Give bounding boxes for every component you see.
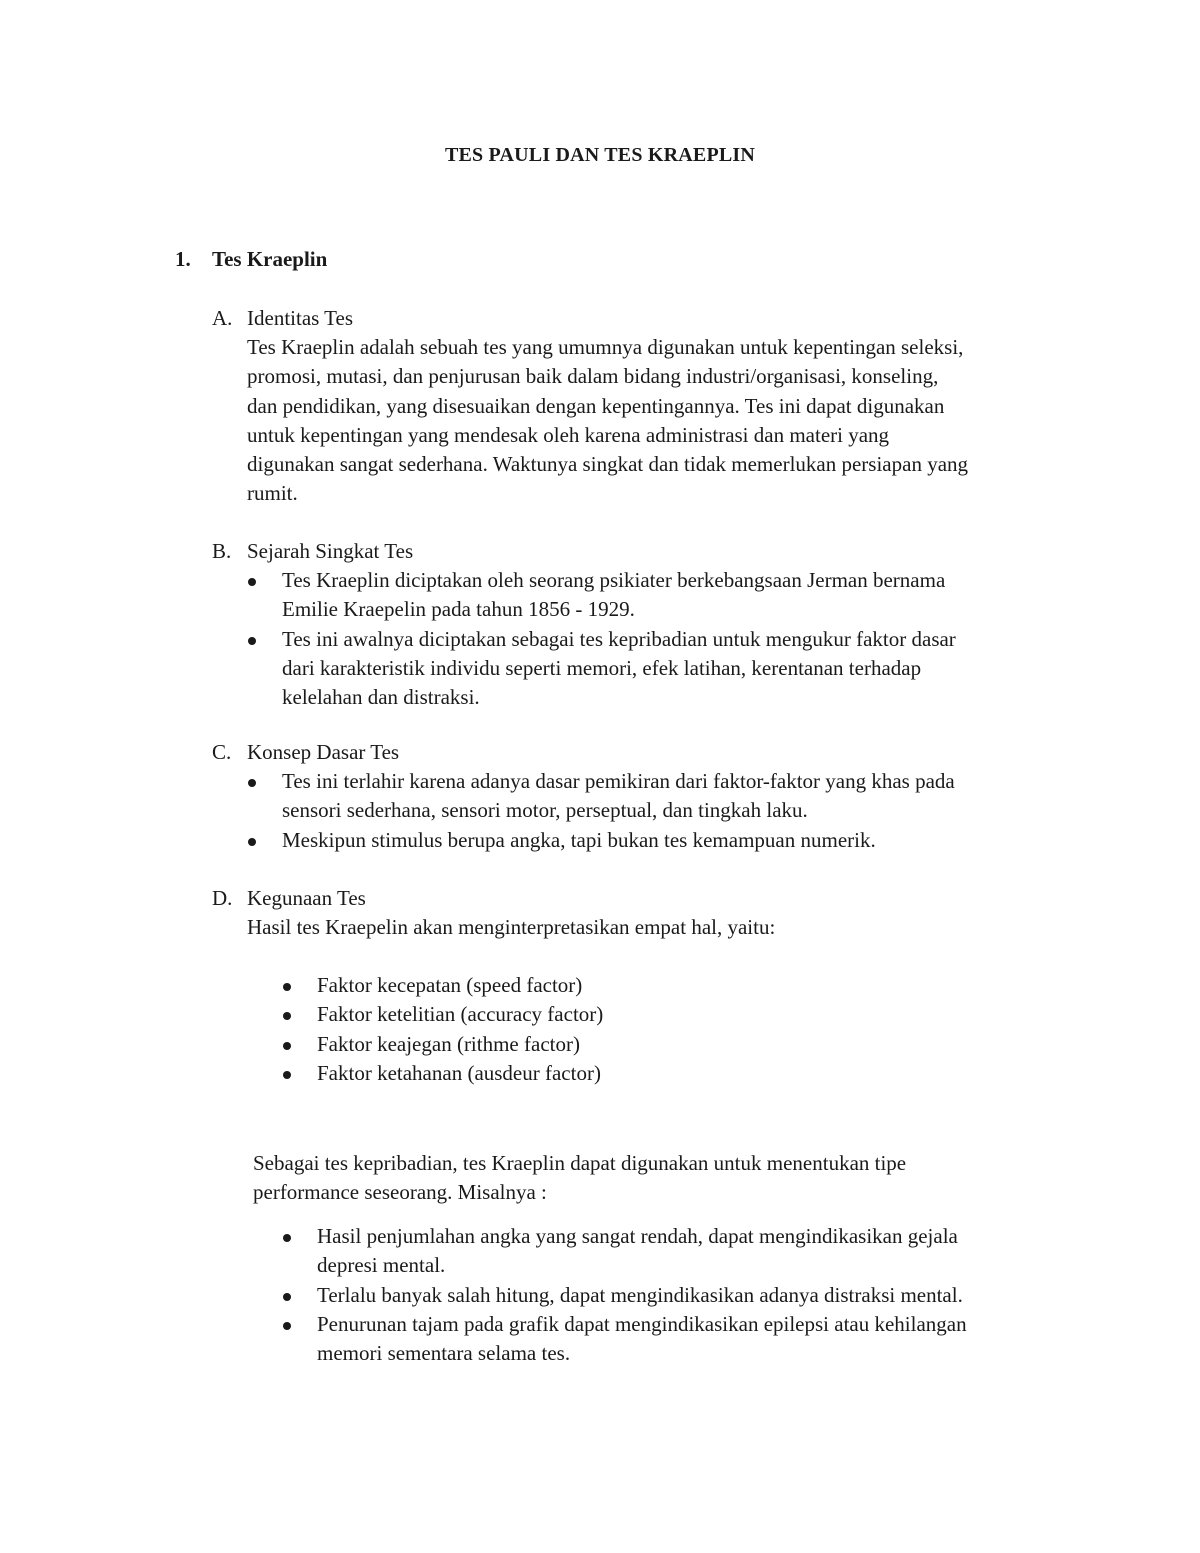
list-item-line: Tes Kraeplin diciptakan oleh seorang psikiater berkebangsaan Jerman bernama xyxy=(282,568,946,592)
list-item-line: Hasil penjumlahan angka yang sangat rendah, dapat mengindikasikan gejala xyxy=(317,1224,958,1248)
paragraph-line: Hasil tes Kraepelin akan menginterpretasikan empat hal, yaitu: xyxy=(247,915,776,939)
subsection-a-heading xyxy=(212,304,353,333)
list-item xyxy=(317,1000,603,1029)
subsection-c-heading xyxy=(212,738,399,767)
list-item xyxy=(317,1281,967,1310)
list-item-line: depresi mental. xyxy=(317,1253,446,1278)
list-item xyxy=(282,826,955,855)
list-item-line: Tes ini awalnya diciptakan sebagai tes kepribadian untuk mengukur faktor dasar xyxy=(282,626,956,651)
sejarah-bullet-list xyxy=(282,566,956,712)
list-item xyxy=(317,971,603,1000)
paragraph-line: promosi, mutasi, dan penjurusan baik dalam bidang industri/organisasi, konseling, xyxy=(247,364,939,389)
list-item-line: Faktor kecepatan (speed factor) xyxy=(317,973,583,997)
bullet-icon xyxy=(283,1071,291,1079)
bullet-icon xyxy=(283,1012,291,1020)
section-number: 1. xyxy=(175,247,191,271)
subsection-title: Identitas Tes xyxy=(247,306,354,330)
subsection-d-heading xyxy=(212,884,366,913)
kegunaan-intro xyxy=(247,913,1077,942)
bullet-icon xyxy=(283,1293,291,1301)
paragraph-line: Tes Kraeplin adalah sebuah tes yang umumnya digunakan untuk kepentingan seleksi, xyxy=(247,335,964,359)
identitas-paragraph xyxy=(247,333,1077,509)
bullet-icon xyxy=(248,779,256,787)
paragraph-line: dan pendidikan, yang disesuaikan dengan kepentingannya. Tes ini dapat digunakan xyxy=(247,393,945,418)
paragraph-line: digunakan sangat sederhana. Waktunya singkat dan tidak memerlukan persiapan yang xyxy=(247,452,969,477)
contoh-bullet-list xyxy=(317,1222,967,1368)
bullet-icon xyxy=(283,1234,291,1242)
bullet-icon xyxy=(248,578,256,586)
section-1-heading xyxy=(175,247,327,272)
list-item-line: Emilie Kraepelin pada tahun 1856 - 1929. xyxy=(282,597,635,622)
list-item-line: dari karakteristik individu seperti memori, efek latihan, kerentanan terhadap xyxy=(282,655,922,680)
list-item-line: Faktor keajegan (rithme factor) xyxy=(317,1031,580,1056)
section-title: Tes Kraeplin xyxy=(212,247,328,271)
bullet-icon xyxy=(248,637,256,645)
list-item-line: memori sementara selama tes. xyxy=(317,1341,571,1366)
list-item xyxy=(282,566,956,625)
subsection-b-heading xyxy=(212,537,413,566)
kegunaan-bullet-list xyxy=(317,971,603,1088)
tipe-performance-paragraph xyxy=(253,1149,1083,1208)
subsection-letter: B. xyxy=(212,539,232,563)
bullet-icon xyxy=(248,838,256,846)
bullet-icon xyxy=(283,1042,291,1050)
list-item-line: Meskipun stimulus berupa angka, tapi bukan tes kemampuan numerik. xyxy=(282,827,876,852)
list-item-line: Penurunan tajam pada grafik dapat mengindikasikan epilepsi atau kehilangan xyxy=(317,1311,967,1336)
list-item-line: Faktor ketahanan (ausdeur factor) xyxy=(317,1060,601,1085)
paragraph-line: performance seseorang. Misalnya : xyxy=(253,1180,547,1205)
subsection-letter: C. xyxy=(212,740,232,764)
list-item xyxy=(282,625,956,713)
bullet-icon xyxy=(283,1322,291,1330)
list-item xyxy=(317,1059,603,1088)
subsection-title: Kegunaan Tes xyxy=(247,886,366,910)
list-item-line: Faktor ketelitian (accuracy factor) xyxy=(317,1002,604,1027)
list-item-line: Terlalu banyak salah hitung, dapat mengindikasikan adanya distraksi mental. xyxy=(317,1282,963,1307)
paragraph-line: untuk kepentingan yang mendesak oleh karena administrasi dan materi yang xyxy=(247,422,890,447)
document-title: TES PAULI DAN TES KRAEPLIN xyxy=(444,144,756,166)
subsection-title: Sejarah Singkat Tes xyxy=(247,539,414,563)
subsection-letter: D. xyxy=(212,886,233,910)
list-item xyxy=(317,1310,967,1369)
list-item-line: Tes ini terlahir karena adanya dasar pemikiran dari faktor-faktor yang khas pada xyxy=(282,769,955,793)
list-item-line: sensori sederhana, sensori motor, perseptual, dan tingkah laku. xyxy=(282,798,808,823)
list-item xyxy=(317,1030,603,1059)
list-item xyxy=(282,767,955,826)
list-item-line: kelelahan dan distraksi. xyxy=(282,685,480,710)
paragraph-line: rumit. xyxy=(247,481,298,506)
bullet-icon xyxy=(283,983,291,991)
paragraph-line: Sebagai tes kepribadian, tes Kraeplin dapat digunakan untuk menentukan tipe xyxy=(253,1151,907,1175)
subsection-letter: A. xyxy=(212,306,233,330)
konsep-bullet-list xyxy=(282,767,955,855)
subsection-title: Konsep Dasar Tes xyxy=(247,740,400,764)
list-item xyxy=(317,1222,967,1281)
